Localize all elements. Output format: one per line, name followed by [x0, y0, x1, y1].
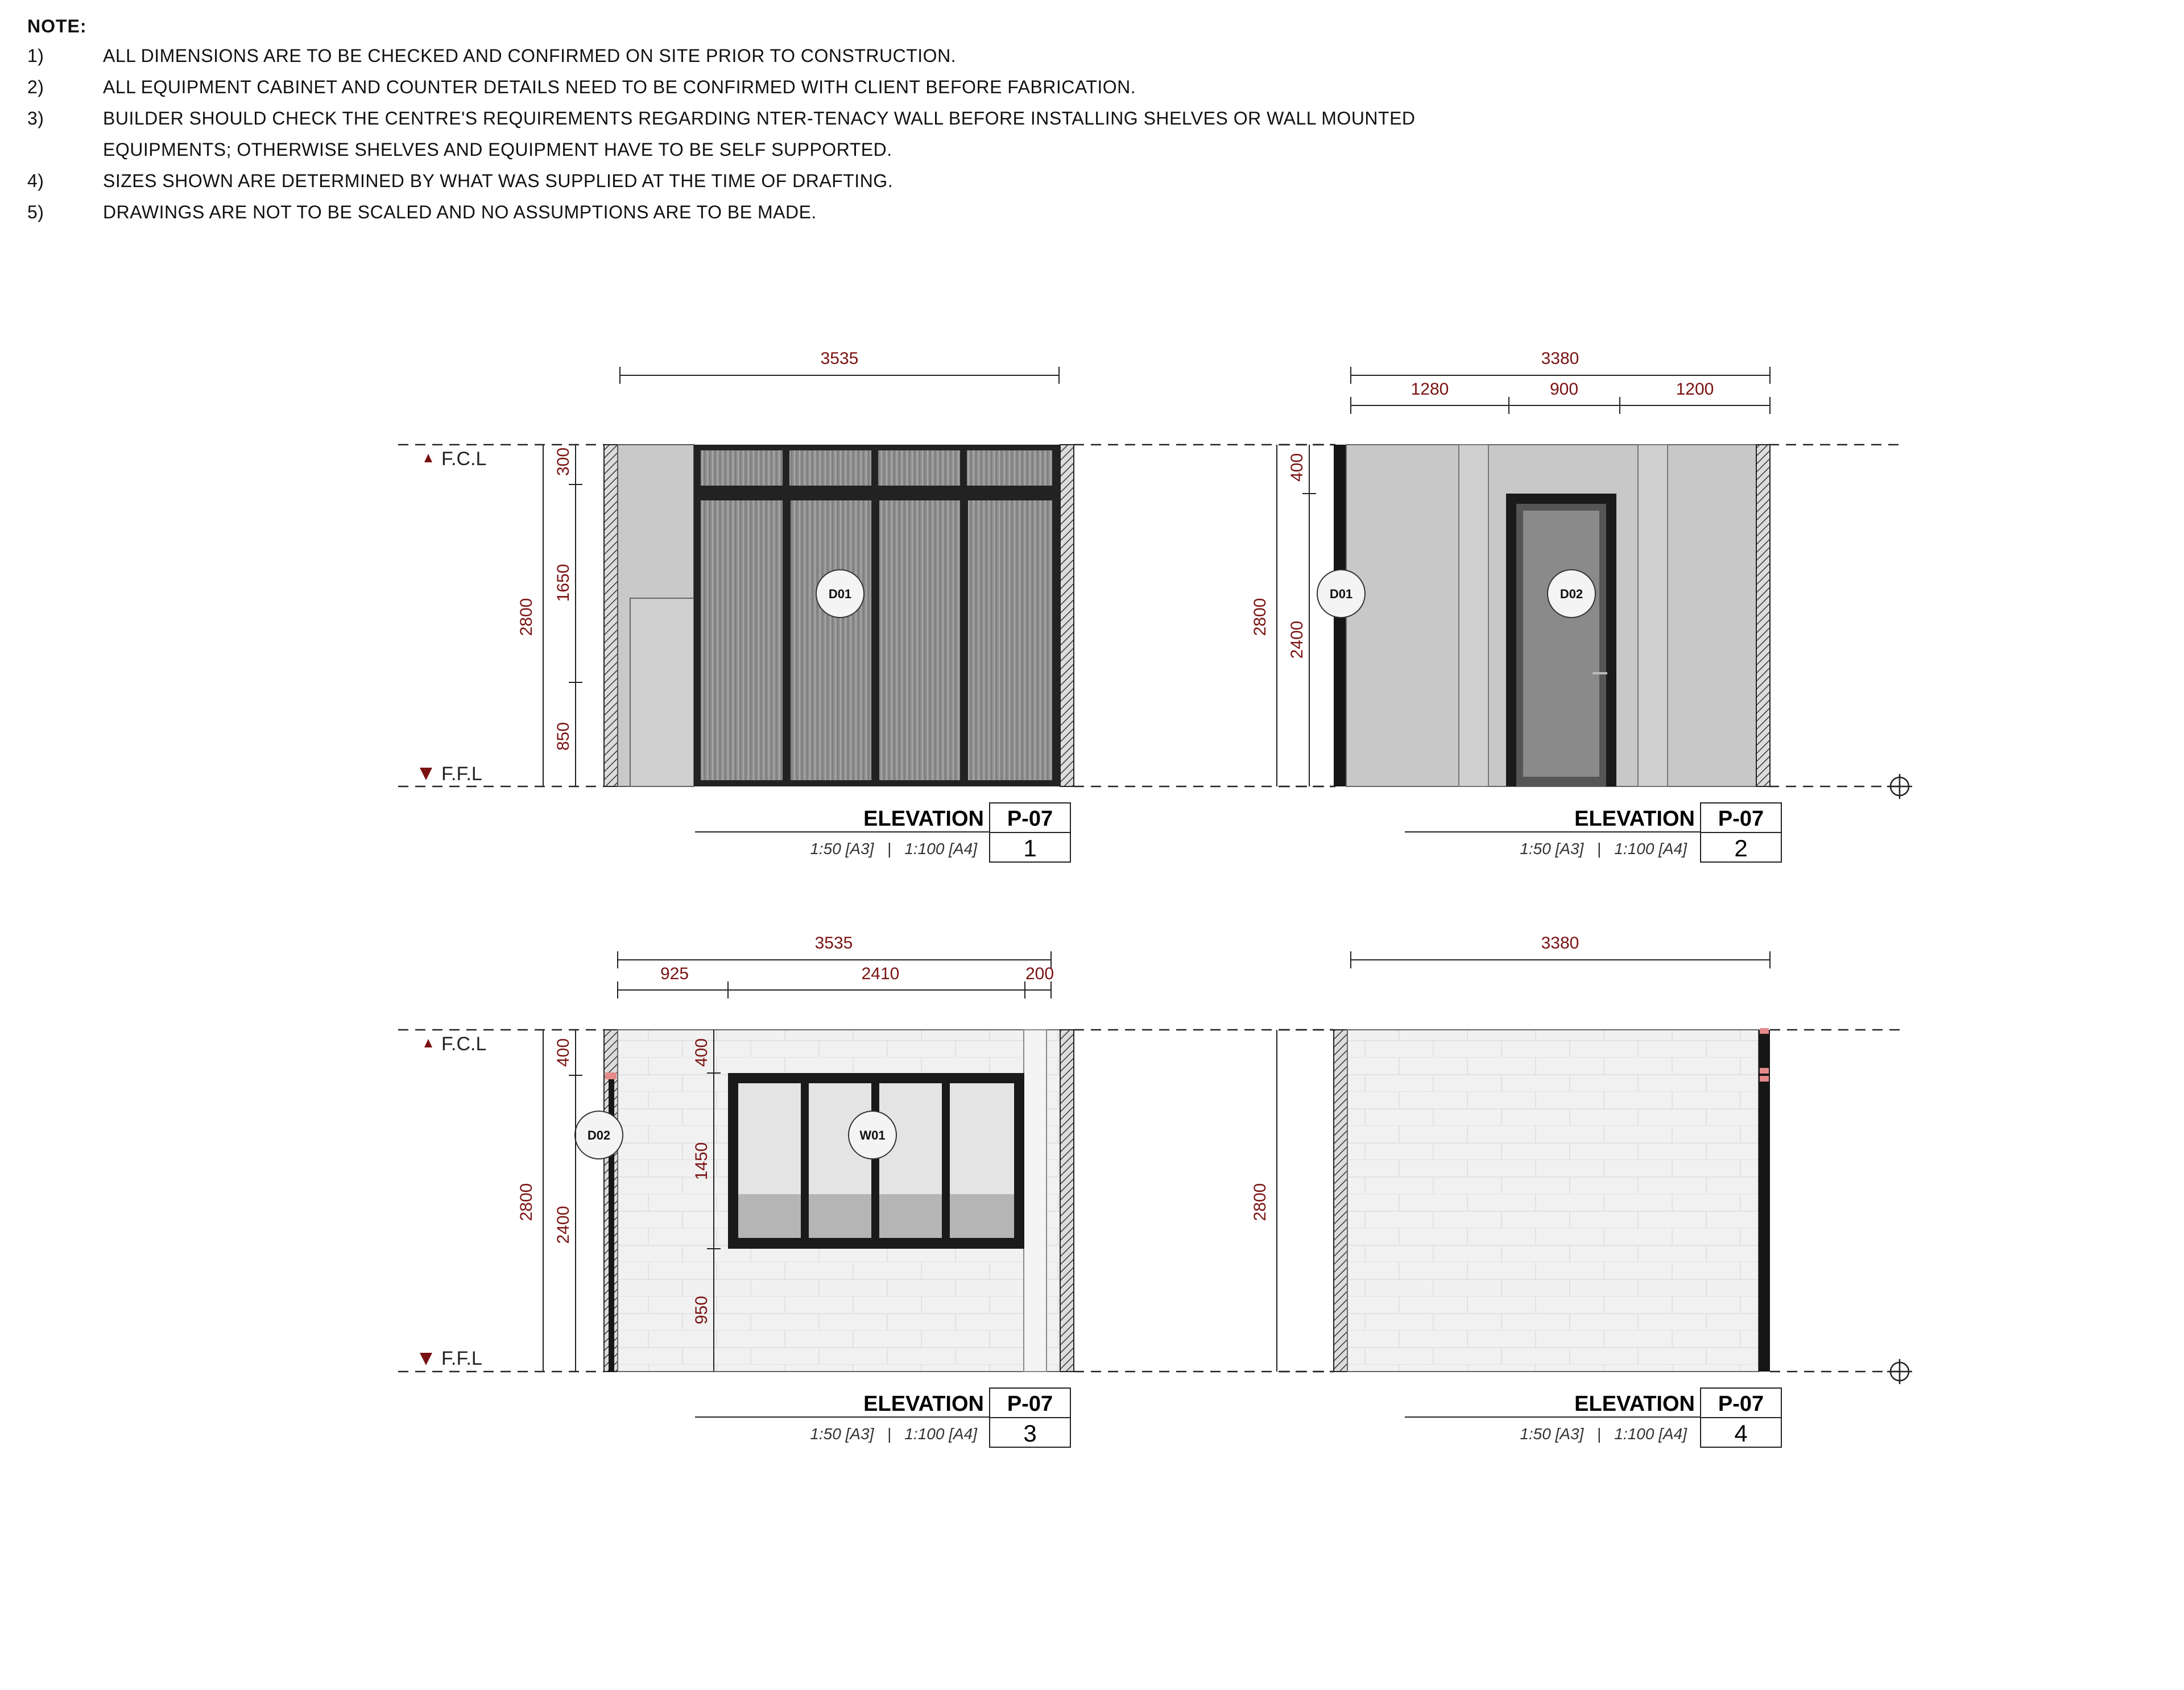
note-text: ALL EQUIPMENT CABINET AND COUNTER DETAILS NEED TO BE CONFIRMED WITH CLIENT BEFORE FABRICATION. — [103, 77, 1136, 97]
note-number: 4) — [27, 171, 44, 191]
dim-vertical: 400 — [692, 1038, 711, 1067]
dim-overall-width: 3380 — [1541, 349, 1579, 368]
dim-vertical: 2400 — [554, 1206, 573, 1244]
elevation-3 — [398, 934, 1334, 1447]
window-pane-lower — [738, 1194, 801, 1238]
dim-vertical: 300 — [554, 447, 573, 477]
sheet-code: P-07 — [1718, 1392, 1764, 1416]
wall-section-right — [1756, 445, 1770, 786]
door-leaf — [701, 500, 783, 780]
notes-title: NOTE: — [27, 16, 87, 36]
dim-segment: 2410 — [861, 964, 900, 983]
door-leaf — [968, 500, 1052, 780]
dim-segment: 200 — [1025, 964, 1054, 983]
fcl-label: F.C.L — [441, 1033, 487, 1055]
dim-overall-height: 2800 — [1251, 598, 1269, 636]
sheet-code: P-07 — [1007, 1392, 1053, 1416]
note-number: 5) — [27, 202, 44, 222]
dim-overall-height: 2800 — [517, 598, 536, 636]
scale-text: 1:50 [A3] | 1:100 [A4] — [1520, 1425, 1687, 1443]
wall-section-left — [1334, 1030, 1347, 1372]
hinge-marker — [1760, 1076, 1769, 1082]
note-number: 1) — [27, 45, 44, 66]
tag-d01: D01 — [1329, 587, 1353, 601]
elevation-4 — [1251, 934, 1912, 1447]
dim-vertical: 2400 — [1288, 620, 1306, 659]
wall-pilaster — [1638, 445, 1668, 786]
dim-segment: 1280 — [1410, 380, 1449, 399]
dim-vertical: 1650 — [554, 564, 573, 602]
ffl-label: F.F.L — [441, 763, 482, 785]
elevation-label: ELEVATION — [863, 807, 984, 831]
hinge-marker — [605, 1072, 617, 1079]
note-text: DRAWINGS ARE NOT TO BE SCALED AND NO ASSUMPTIONS ARE TO BE MADE. — [103, 202, 817, 222]
ffl-marker-icon — [420, 1353, 432, 1365]
dim-overall-width: 3535 — [820, 349, 859, 368]
dim-vertical: 400 — [554, 1038, 573, 1067]
note-text: BUILDER SHOULD CHECK THE CENTRE'S REQUIREMENTS REGARDING NTER-TENACY WALL BEFORE INSTALLING SHELVES OR WALL MOUNTED — [103, 108, 1416, 129]
note-text: ALL DIMENSIONS ARE TO BE CHECKED AND CONFIRMED ON SITE PRIOR TO CONSTRUCTION. — [103, 45, 957, 66]
window-pane-lower — [809, 1194, 871, 1238]
title-block — [695, 1388, 1070, 1447]
wall-section-left — [604, 445, 618, 786]
scale-text: 1:50 [A3] | 1:100 [A4] — [1520, 840, 1687, 858]
hinge-marker — [1760, 1028, 1769, 1034]
elevation-label: ELEVATION — [863, 1392, 984, 1416]
note-text: SIZES SHOWN ARE DETERMINED BY WHAT WAS SUPPLIED AT THE TIME OF DRAFTING. — [103, 171, 894, 191]
hinge-marker — [1760, 1068, 1769, 1074]
title-block — [695, 803, 1070, 862]
note-continuation: EQUIPMENTS; OTHERWISE SHELVES AND EQUIPMENT HAVE TO BE SELF SUPPORTED. — [103, 139, 892, 160]
sheet-code: P-07 — [1007, 807, 1053, 831]
note-number: 2) — [27, 77, 44, 97]
window-pane-lower — [950, 1194, 1014, 1238]
dim-segment: 1200 — [1676, 380, 1714, 399]
note-number: 3) — [27, 108, 44, 129]
wall-section-right — [1060, 1030, 1074, 1372]
drawing-number: 4 — [1734, 1420, 1748, 1447]
dim-vertical: 1450 — [692, 1142, 711, 1180]
elevation-1 — [398, 349, 1335, 862]
fcl-marker-icon — [424, 1039, 432, 1047]
drawing-number: 2 — [1734, 835, 1748, 861]
wall-face — [1347, 1030, 1759, 1372]
window-pane-lower — [879, 1194, 942, 1238]
drawing-number: 3 — [1023, 1420, 1037, 1447]
wall-section-right — [1060, 445, 1074, 786]
sheet-code: P-07 — [1718, 807, 1764, 831]
transom-pane — [967, 450, 1052, 486]
fcl-label: F.C.L — [441, 448, 487, 470]
transom-pane — [701, 450, 783, 486]
elevation-label: ELEVATION — [1574, 807, 1695, 831]
tag-d02: D02 — [1560, 587, 1583, 601]
door-glass — [1523, 511, 1599, 777]
dim-segment: 900 — [1549, 380, 1579, 399]
scale-text: 1:50 [A3] | 1:100 [A4] — [810, 1425, 977, 1443]
transom-pane — [789, 450, 871, 486]
title-block — [1405, 1388, 1781, 1447]
dim-vertical: 950 — [692, 1295, 711, 1325]
tag-d02: D02 — [587, 1128, 611, 1142]
ffl-marker-icon — [420, 768, 432, 780]
drawing-number: 1 — [1023, 835, 1037, 861]
transom-pane — [878, 450, 960, 486]
dim-vertical: 400 — [1288, 453, 1306, 482]
scale-text: 1:50 [A3] | 1:100 [A4] — [810, 840, 977, 858]
dim-overall-height: 2800 — [1251, 1183, 1269, 1221]
dim-overall-width: 3380 — [1541, 934, 1579, 952]
wall-return — [1024, 1030, 1046, 1372]
door-leaf — [791, 500, 871, 780]
fcl-marker-icon — [424, 454, 432, 462]
tag-w01: W01 — [859, 1128, 886, 1142]
elevation-2 — [1251, 349, 1912, 862]
elevation-label: ELEVATION — [1574, 1392, 1695, 1416]
dim-overall-width: 3535 — [814, 934, 853, 952]
dim-overall-height: 2800 — [517, 1183, 536, 1221]
side-panel — [630, 598, 694, 786]
door-leaf — [879, 500, 960, 780]
dim-vertical: 850 — [554, 722, 573, 751]
dim-segment: 925 — [660, 964, 689, 983]
tag-d01: D01 — [828, 587, 852, 601]
wall-pilaster — [1459, 445, 1488, 786]
title-block — [1405, 803, 1781, 862]
ffl-label: F.F.L — [441, 1348, 482, 1369]
